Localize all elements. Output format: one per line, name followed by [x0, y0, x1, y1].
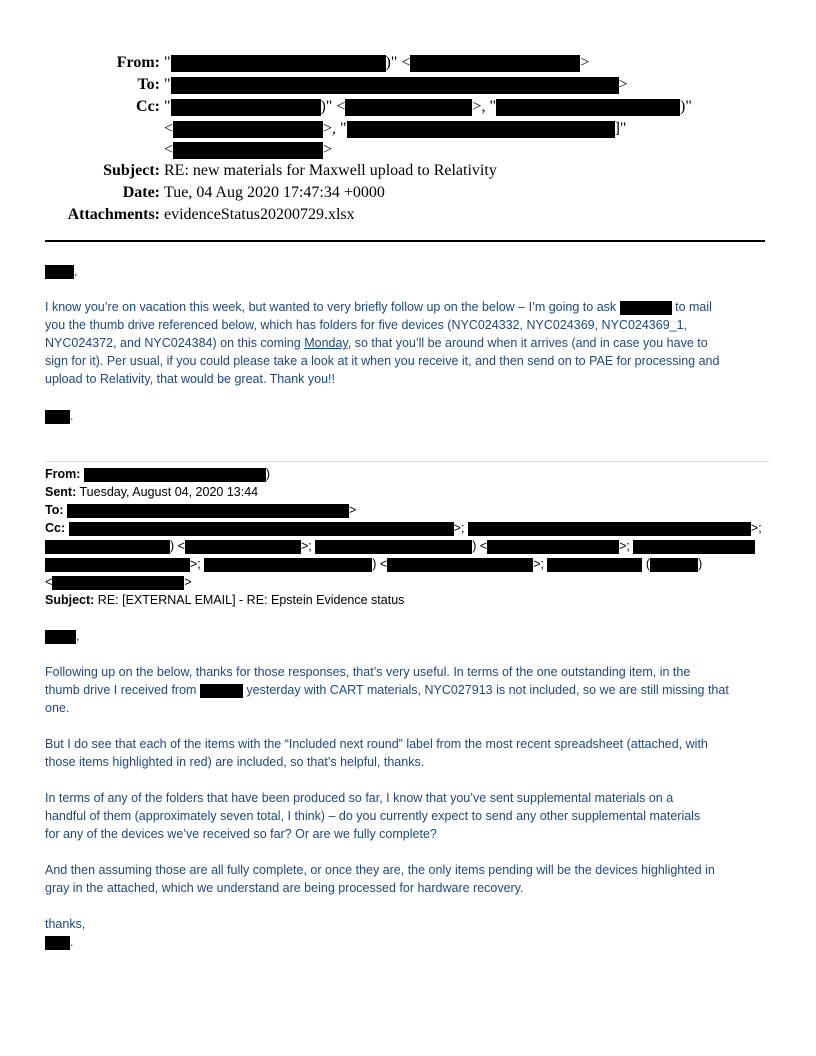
redaction-box	[468, 522, 751, 536]
header-cc-row-3: < >	[164, 141, 333, 158]
signoff-1: .	[45, 407, 770, 425]
fwd-subject-row: Subject: RE: [EXTERNAL EMAIL] - RE: Epstein Evidence status	[45, 593, 405, 607]
fwd-from-row: From: )	[45, 467, 271, 481]
redaction-box	[633, 540, 755, 554]
header-attachments-row	[0, 204, 816, 226]
header-cc-row-2: < >, " ]"	[164, 120, 627, 137]
fwd-sent-row: Sent: Tuesday, August 04, 2020 13:44	[45, 485, 259, 499]
forwarded-header	[45, 465, 770, 609]
redaction-box	[387, 558, 533, 572]
attachment-filename[interactable]: evidenceStatus20200729.xlsx	[164, 206, 355, 223]
subject-value: RE: new materials for Maxwell upload to Relativity	[164, 162, 497, 179]
redaction-box	[547, 558, 642, 572]
message2-paragraph-2: But I do see that each of the items with the “Included next round” label from the most recent spreadsheet (attached, with those items highlighted in red) are included, so that’s helpful, thanks.	[45, 737, 708, 769]
greeting-1: ,	[45, 262, 770, 280]
redaction-box	[45, 540, 170, 554]
redaction-box	[67, 504, 349, 518]
redaction-box	[347, 121, 615, 138]
message-separator	[45, 461, 770, 462]
header-divider	[45, 240, 765, 242]
redaction-box	[52, 576, 184, 590]
header-subject-row	[0, 160, 816, 182]
header-to-row: To: " >	[0, 74, 816, 96]
fwd-cc-row: Cc: >; >;	[45, 521, 762, 535]
redaction-box	[650, 558, 698, 572]
redaction-box	[171, 77, 619, 94]
from-label: From:	[116, 54, 160, 71]
date-value: Tue, 04 Aug 2020 17:47:34 +0000	[164, 184, 385, 201]
redaction-box	[173, 121, 323, 138]
fwd-to-row: To: >	[45, 503, 357, 517]
redaction-box	[45, 936, 70, 950]
redaction-box	[69, 522, 454, 536]
date-label: Date:	[122, 184, 160, 201]
closing: thanks,	[45, 917, 86, 931]
redaction-box	[171, 55, 386, 72]
message1-body: I know you’re on vacation this week, but wanted to very briefly follow up on the below – I’m going to ask to mail you the thumb drive referenced below, which has folders for five devices (NYC024332, NYC024369, NYC024369_1, NYC024372, and NYC024384) on this coming Monday, so that you’ll be around when it arrives (and in case you have to sign for it). Per usual, if you could please take a look at it when you receive it, and then send on to PAE for processing and upload to Relativity, that would be great. Thank you!!	[45, 300, 720, 386]
redaction-box	[200, 684, 243, 698]
message2-paragraph-4: And then assuming those are all fully complete, or once they are, the only items pending will be the devices highlighted in gray in the attached, which we understand are being processed for hardware recovery.	[45, 863, 715, 895]
email-header	[0, 52, 816, 226]
fwd-cc-row-3: >; ) < >; ( )	[45, 555, 770, 573]
header-cc-row: Cc: " )" < >, " )"	[0, 96, 816, 118]
redaction-box	[45, 630, 76, 644]
redaction-box	[410, 55, 580, 72]
redaction-box	[84, 468, 266, 482]
redaction-box	[45, 410, 70, 424]
header-date-row	[0, 182, 816, 204]
fwd-cc-row-2: ) < >; ) < >;	[45, 537, 770, 555]
redaction-box	[620, 301, 672, 315]
cc-label: Cc:	[136, 98, 160, 115]
redaction-box	[173, 142, 323, 159]
redaction-box	[345, 99, 472, 116]
monday-link[interactable]: Monday	[304, 336, 348, 350]
redaction-box	[496, 99, 680, 116]
message2-paragraph-3: In terms of any of the folders that have been produced so far, I know that you’ve sent supplemental materials on a handful of them (approximately seven total, I think) – do you currently expect to send any other supplemental materials for any of the devices we’ve received so far? Or are we fully complete?	[45, 791, 701, 841]
redaction-box	[315, 540, 472, 554]
greeting-2: ,	[45, 627, 770, 645]
header-from-row: From: " )" < >	[0, 52, 816, 74]
to-label: To:	[137, 76, 160, 93]
subject-label: Subject:	[103, 162, 160, 179]
message2-paragraph-1: Following up on the below, thanks for those responses, that’s very useful. In terms of the one outstanding item, in the thumb drive I received from yesterday with CART materials, NYC027913 is not included, so we are still missing that one.	[45, 665, 729, 715]
redaction-box	[487, 540, 619, 554]
attachments-label: Attachments:	[67, 206, 160, 223]
redaction-box	[45, 558, 190, 572]
signoff-2: .	[45, 933, 770, 951]
redaction-box	[171, 99, 321, 116]
fwd-cc-row-4: < >	[45, 575, 192, 589]
redaction-box	[45, 265, 74, 279]
redaction-box	[204, 558, 372, 572]
redaction-box	[185, 540, 301, 554]
